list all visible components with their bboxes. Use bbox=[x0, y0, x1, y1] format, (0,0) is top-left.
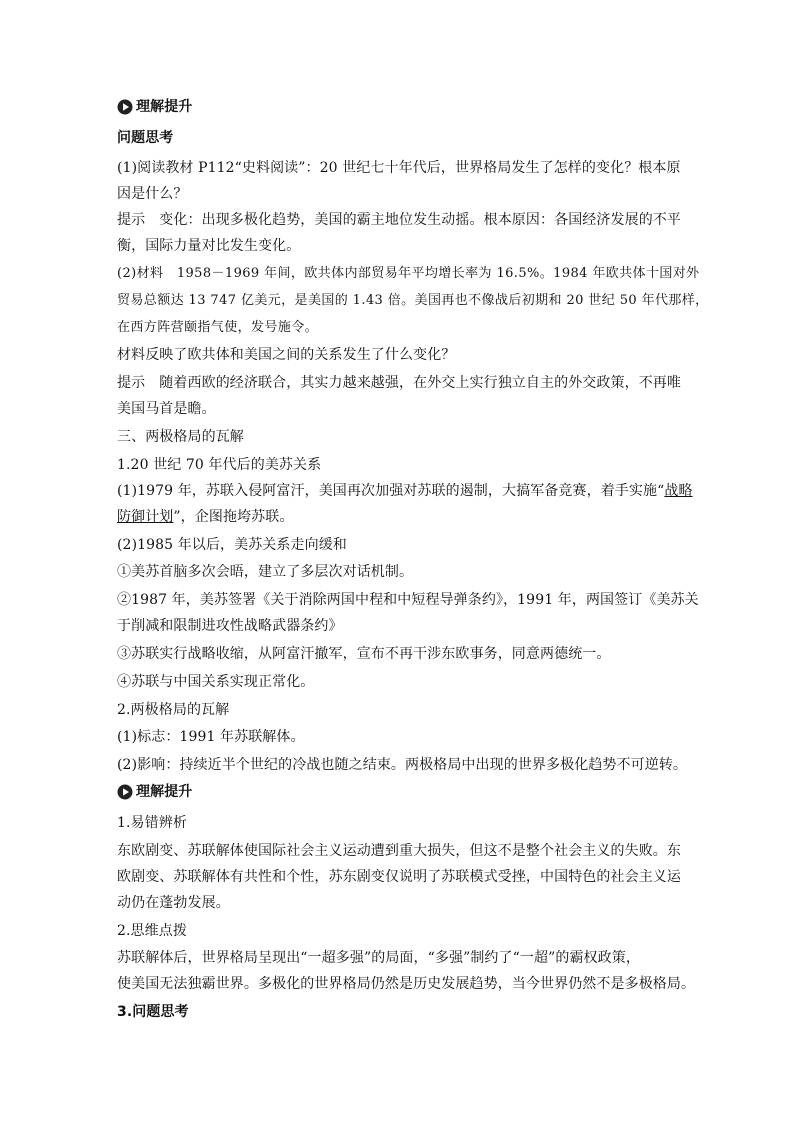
play-circle-icon bbox=[117, 784, 133, 800]
underlined-term: 战略 bbox=[664, 483, 693, 499]
subsection-bipolar-collapse: 2.两极格局的瓦解 bbox=[117, 702, 230, 718]
subsection-error-analysis: 1.易错辨析 bbox=[117, 815, 187, 831]
list-item-1: ①美苏首脑多次会晤，建立了多层次对话机制。 bbox=[117, 564, 414, 580]
hint-2-line-1: 提示 随着西欧的经济联合，其实力越来越强，在外交上实行独立自主的外交政策，不再唯 bbox=[117, 375, 681, 391]
subsection-us-soviet-relations: 1.20 世纪 70 年代后的美苏关系 bbox=[117, 457, 322, 473]
hint-1-line-1: 提示 变化：出现多极化趋势，美国的霸主地位发生动摇。根本原因：各国经济发展的不平 bbox=[117, 212, 681, 228]
question-title: 问题思考 bbox=[117, 130, 174, 146]
error-analysis-line-2: 欧剧变、苏联解体有共性和个性，苏东剧变仅说明了苏联模式受挫，中国特色的社会主义运 bbox=[117, 869, 681, 885]
subsection-question-thinking: 3.问题思考 bbox=[117, 1004, 189, 1020]
section-head-understanding-2 bbox=[117, 783, 192, 801]
hint-1-line-2: 衡，国际力量对比发生变化。 bbox=[117, 238, 301, 254]
question-2: 材料反映了欧共体和美国之间的关系发生了什么变化？ bbox=[117, 347, 456, 363]
section-title-bipolar-collapse: 三、两极格局的瓦解 bbox=[117, 429, 244, 445]
underlined-term: 防御计划 bbox=[117, 509, 174, 525]
question-1-line-1: (1)阅读教材 P112“史料阅读”：20 世纪七十年代后，世界格局发生了怎样的变化？根本原 bbox=[117, 160, 681, 176]
error-analysis-line-3: 动仍在蓬勃发展。 bbox=[117, 895, 230, 911]
thinking-tips-line-2: 使美国无法独霸世界。多极化的世界格局仍然是历史发展趋势，当今世界仍然不是多极格局。 bbox=[117, 976, 696, 992]
thinking-tips-line-1: 苏联解体后，世界格局呈现出“一超多强”的局面，“多强”制约了“一超”的霸权政策， bbox=[117, 950, 640, 966]
material-line-1: (2)材料 1958－1969 年间，欧共体内部贸易年平均增长率为 16.5%。1984 年欧共体十国对外 bbox=[117, 266, 700, 281]
section-head-label: 理解提升 bbox=[136, 784, 193, 800]
list-item-2-line-1: ②1987 年，美苏签署《关于消除两国中程和中短程导弹条约》，1991 年，两国签订《美苏关 bbox=[117, 592, 699, 608]
material-line-3: 在西方阵营颐指气使，发号施令。 bbox=[117, 320, 319, 335]
list-item-3: ③苏联实行战略收缩，从阿富汗撤军，宣布不再干涉东欧事务，同意两德统一。 bbox=[117, 646, 611, 662]
section-head-understanding bbox=[117, 98, 192, 116]
section-head-label: 理解提升 bbox=[136, 99, 193, 115]
paragraph-2: (2)1985 年以后，美苏关系走向缓和 bbox=[117, 537, 347, 553]
paragraph-1-line-2: 防御计划”，企图拖垮苏联。 bbox=[117, 509, 294, 525]
error-analysis-line-1: 东欧剧变、苏联解体使国际社会主义运动遭到重大损失，但这不是整个社会主义的失败。东 bbox=[117, 843, 681, 859]
mark-paragraph: (1)标志：1991 年苏联解体。 bbox=[117, 729, 305, 745]
material-line-2: 贸易总额达 13 747 亿美元，是美国的 1.43 倍。美国再也不像战后初期和 20 世纪 50 年代那样， bbox=[117, 293, 709, 308]
subsection-thinking-tips: 2.思维点拨 bbox=[117, 923, 187, 939]
impact-paragraph: (2)影响：持续近半个世纪的冷战也随之结束。两极格局中出现的世界多极化趋势不可逆转。 bbox=[117, 757, 688, 773]
list-item-2-line-2: 于削减和限制进攻性战略武器条约》 bbox=[117, 618, 343, 634]
hint-2-line-2: 美国马首是瞻。 bbox=[117, 401, 216, 417]
list-item-4: ④苏联与中国关系实现正常化。 bbox=[117, 674, 315, 690]
play-circle-icon bbox=[117, 99, 133, 115]
question-1-line-2: 因是什么？ bbox=[117, 186, 188, 202]
paragraph-1-line-1: (1)1979 年，苏联入侵阿富汗，美国再次加强对苏联的遏制，大搞军备竞赛，着手实施“战略 bbox=[117, 483, 693, 499]
